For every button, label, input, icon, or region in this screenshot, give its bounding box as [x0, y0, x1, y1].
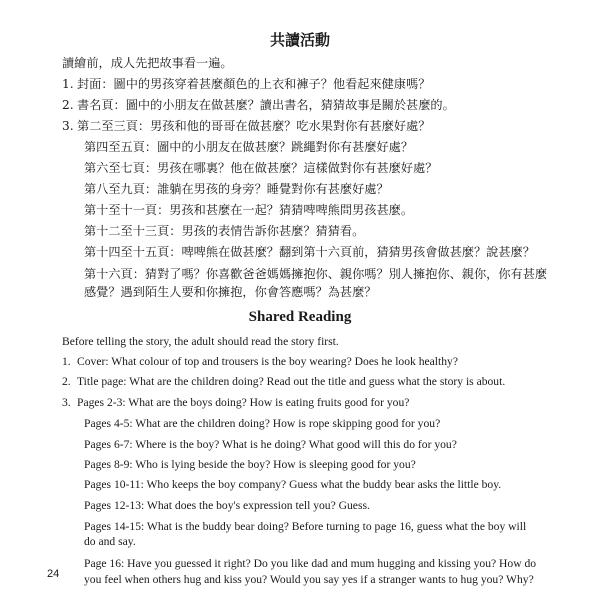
- item-text: 第二至三頁：男孩和他的哥哥在做甚麼？吃水果對你有甚麼好處？: [77, 119, 431, 133]
- item-text: Title page: What are the children doing? Read out the title and guess what the story is about.: [77, 375, 506, 388]
- chinese-item-2: [62, 96, 455, 114]
- english-subitem-continued: you feel when others hug and kiss you? Would you say yes if a stranger wants to hug you? Why?: [84, 573, 534, 586]
- english-intro: Before telling the story, the adult should read the story first.: [62, 335, 339, 348]
- item-text: Pages 2-3: What are the boys doing? How is eating fruits good for you?: [77, 396, 410, 409]
- english-subitem-continued: do and say.: [84, 535, 136, 548]
- english-subitem: Pages 4-5: What are the children doing? How is rope skipping good for you?: [84, 417, 441, 430]
- item-number: 2.: [62, 98, 74, 112]
- chinese-subitem: 第六至七頁：男孩在哪裏？他在做甚麼？這樣做對你有甚麼好處？: [84, 161, 438, 175]
- page-number: 24: [47, 568, 60, 580]
- chinese-item-1: [62, 75, 430, 93]
- chinese-subitem: 第十四至十五頁：啤啤熊在做甚麼？翻到第十六頁前，猜猜男孩會做甚麼？說甚麼？: [84, 245, 535, 259]
- english-subitem: Pages 6-7: Where is the boy? What is he doing? What good will this do for you?: [84, 438, 457, 451]
- chinese-section-title: 共讀活動: [269, 31, 330, 49]
- english-subitem: Pages 14-15: What is the buddy bear doing? Before turning to page 16, guess what the boy will: [84, 520, 527, 533]
- english-subitem: Pages 10-11: Who keeps the boy company? Guess what the buddy bear asks the little boy.: [84, 478, 502, 491]
- english-item-1: [62, 353, 458, 370]
- chinese-subitem: 第十六頁：猜對了嗎？你喜歡爸爸媽媽擁抱你、親你嗎？別人擁抱你、親你，你有甚麼: [84, 267, 548, 281]
- chinese-subitem: 第四至五頁：圖中的小朋友在做甚麼？跳繩對你有甚麼好處？: [84, 140, 414, 154]
- chinese-subitem-continued: 感覺？遇到陌生人要和你擁抱，你會答應嗎？為甚麼？: [84, 285, 377, 299]
- chinese-subitem: 第十至十一頁：男孩和甚麼在一起？猜猜啤啤熊問男孩甚麼。: [84, 203, 414, 217]
- chinese-item-3: [62, 117, 430, 135]
- chinese-subitem: 第八至九頁：誰躺在男孩的身旁？睡覺對你有甚麼好處？: [84, 182, 389, 196]
- chinese-intro: 讀繪前，成人先把故事看一遍。: [62, 56, 233, 70]
- item-number: 2.: [62, 375, 71, 388]
- english-subitem: Page 16: Have you guessed it right? Do you like dad and mum hugging and kissing you? How do: [84, 557, 537, 570]
- english-subitem: Pages 12-13: What does the boy's expression tell you? Guess.: [84, 499, 370, 512]
- english-section-title: Shared Reading: [248, 309, 352, 325]
- item-number: 3.: [62, 396, 71, 409]
- english-item-2: [62, 373, 505, 390]
- item-text: Cover: What colour of top and trousers is the boy wearing? Does he look healthy?: [77, 355, 458, 368]
- item-text: 封面：圖中的男孩穿着甚麼顏色的上衣和褲子？他看起來健康嗎？: [77, 77, 431, 91]
- chinese-subitem: 第十二至十三頁：男孩的表情告訴你甚麼？猜猜看。: [84, 224, 365, 238]
- english-item-3: [62, 394, 409, 411]
- english-subitem: Pages 8-9: Who is lying beside the boy? How is sleeping good for you?: [84, 458, 416, 471]
- item-number: 3.: [62, 119, 74, 133]
- item-number: 1.: [62, 355, 71, 368]
- item-number: 1.: [62, 77, 74, 91]
- item-text: 書名頁：圖中的小朋友在做甚麼？讀出書名，猜猜故事是關於甚麼的。: [77, 98, 455, 112]
